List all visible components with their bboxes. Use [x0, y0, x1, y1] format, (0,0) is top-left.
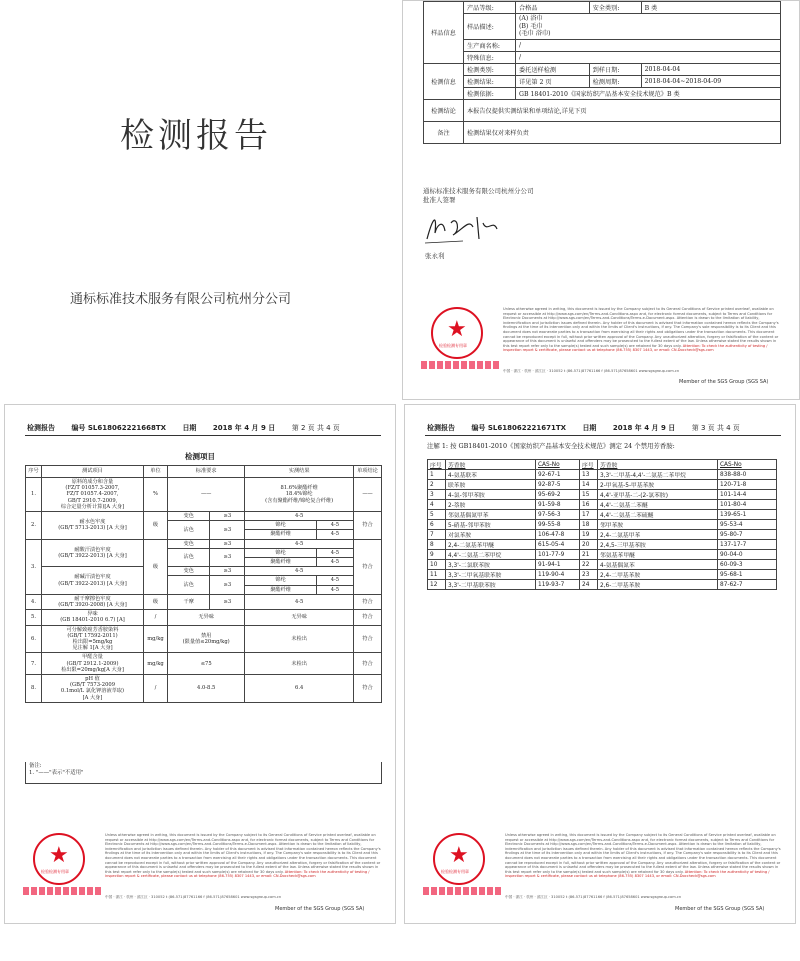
amine-name: 3,3'-二甲氧基联苯胺 [446, 570, 536, 580]
group-label: 检测信息 [424, 63, 464, 99]
field-value: 详见第 2 页 [516, 75, 590, 87]
cas-number: 139-65-1 [718, 510, 777, 520]
sign-org: 通标标准技术服务有限公司杭州分公司 [423, 187, 534, 195]
section-title: 检测项目 [185, 452, 215, 461]
unit: % [144, 478, 168, 512]
cas-number: 95-68-1 [718, 570, 777, 580]
table-row [428, 490, 777, 500]
row-number: 20 [580, 540, 598, 550]
field-value: GB 18401-2010《国家纺织产品基本安全技术规范》B 类 [516, 87, 781, 99]
sub-item: 沾色 [168, 521, 210, 539]
requirement: ≥3 [210, 594, 245, 609]
table-row [424, 99, 781, 121]
unit: 级 [144, 512, 168, 540]
result: 4-5 [316, 530, 353, 539]
table-row [26, 610, 382, 625]
cas-number: 119-90-4 [536, 570, 580, 580]
table-row [428, 550, 777, 560]
cas-number: 91-94-1 [536, 560, 580, 570]
field-key: 检测依据: [464, 87, 516, 99]
field-value: 2018-04-04~2018-04-09 [641, 75, 780, 87]
conclusion: 符合 [354, 512, 382, 540]
sign-block [423, 187, 534, 205]
fiber: 锦纶 [245, 521, 317, 530]
test-item: 异味 (GB 18401-2010 6.7) [A] [42, 610, 144, 625]
member-text: Member of the SGS Group (SGS SA) [679, 379, 769, 385]
row-number: 1. [26, 478, 42, 512]
cas-number: 101-14-4 [718, 490, 777, 500]
row-number: 16 [580, 500, 598, 510]
row-number: 8. [26, 675, 42, 703]
row-number: 6. [26, 625, 42, 653]
table-row [428, 510, 777, 520]
cas-number: 95-53-4 [718, 520, 777, 530]
date-label: 日期 [582, 424, 597, 432]
row-number: 9 [428, 550, 446, 560]
column-header: 测试项目 [42, 466, 144, 478]
row-number: 1 [428, 470, 446, 480]
table-row [428, 570, 777, 580]
signer-name: 张永利 [425, 252, 445, 260]
approver-label: 批准人签署 [423, 196, 456, 204]
table-row [428, 480, 777, 490]
info-table [423, 1, 781, 144]
conclusion: 符合 [354, 653, 382, 675]
cover-page [0, 0, 400, 400]
field-value: (A) 浴巾 (B) 毛巾 (毛巾 浴巾) [516, 14, 781, 40]
amine-name: 邻氨基苯甲醚 [598, 550, 718, 560]
result: 81.6%聚酯纤维 18.4%锦纶 (含有聚酯纤维/锦纶复合纤维) [245, 478, 354, 512]
table-row [424, 63, 781, 75]
test-item: pH 值 (GB/T 7573-2009 0.1mol/L 氯化钾溶液萃取) [A 大身] [42, 675, 144, 703]
row-number: 10 [428, 560, 446, 570]
unit: 级 [144, 539, 168, 594]
test-item: 甲醛含量 (GB/T 2912.1-2009) 检出限=20mg/kg[A 大身] [42, 653, 144, 675]
amine-list-page [404, 404, 796, 924]
result: 4-5 [245, 512, 354, 521]
row-number: 4 [428, 500, 446, 510]
footer-address: 中国 · 浙江 · 杭州 · 滨江区 · 310052 t (86-571)87761166 f (86-571)87658601 www.sgsgroup.com.cn [105, 895, 282, 899]
table-row [428, 520, 777, 530]
test-item: 耐碱汗渍色牢度 (GB/T 3922-2013) [A 大身] [42, 567, 144, 595]
row-number: 5 [428, 510, 446, 520]
row-number: 11 [428, 570, 446, 580]
result: 4-5 [316, 558, 353, 567]
amine-name: 邻甲苯胺 [598, 520, 718, 530]
table-row [428, 540, 777, 550]
row-number: 7 [428, 530, 446, 540]
cas-number: 119-93-7 [536, 580, 580, 590]
amine-name: 4-氨基联苯 [446, 470, 536, 480]
notes-text: 1. "——"表示"不适用" [29, 770, 84, 776]
result: 4-5 [245, 594, 354, 609]
seal-text: 检验检测专用章 [441, 869, 469, 874]
requirement: ≥3 [210, 539, 245, 548]
unit: / [144, 675, 168, 703]
cas-number: 92-67-1 [536, 470, 580, 480]
fiber: 聚酯纤维 [245, 585, 317, 594]
amine-name: 2,4-二甲基苯胺 [598, 570, 718, 580]
row-number: 3 [428, 490, 446, 500]
report-number: 编号 SL618062221671TX [471, 424, 566, 432]
field-key: 到样日期: [589, 63, 641, 75]
group-label: 检测结论 [424, 99, 464, 121]
amine-name: 3,3'-二氯联苯胺 [446, 560, 536, 570]
amine-name: 2,4-二氨基苯甲醚 [446, 540, 536, 550]
column-header: CAS-No [536, 460, 580, 470]
field-key: 安全类别: [589, 2, 641, 14]
amine-name: 联苯胺 [446, 480, 536, 490]
conclusion: 符合 [354, 675, 382, 703]
requirement: —— [168, 478, 245, 512]
result: 未检出 [245, 653, 354, 675]
field-value: 委托送样检测 [516, 63, 590, 75]
unit: 级 [144, 594, 168, 609]
info-page [402, 0, 800, 400]
field-value: 本报告仅提供实测结果和单项结论,详见下页 [464, 99, 781, 121]
header-divider [425, 435, 781, 436]
amine-name: 4,4'-亚甲基-二-(2-氯苯胺) [598, 490, 718, 500]
cas-number: 87-62-7 [718, 580, 777, 590]
requirement: ≥3 [210, 567, 245, 576]
row-number: 3. [26, 539, 42, 594]
table-row [424, 121, 781, 143]
cas-number: 97-56-3 [536, 510, 580, 520]
company-seal [431, 307, 483, 359]
company-seal [33, 833, 85, 885]
result: 无异味 [245, 610, 354, 625]
cas-number: 95-69-2 [536, 490, 580, 500]
fiber: 聚酯纤维 [245, 558, 317, 567]
amine-name: 2,4-二氨基甲苯 [598, 530, 718, 540]
amine-name: 邻氨基偶氮甲苯 [446, 510, 536, 520]
color-bar [423, 887, 503, 895]
amine-name: 对氯苯胺 [446, 530, 536, 540]
unit: / [144, 610, 168, 625]
conclusion: 符合 [354, 539, 382, 594]
field-key: 产品等级: [464, 2, 516, 14]
column-header: 实测结果 [245, 466, 354, 478]
report-date: 2018 年 4 月 9 日 [612, 424, 676, 432]
cas-number: 120-71-8 [718, 480, 777, 490]
amine-name: 3,3'-二甲基联苯胺 [446, 580, 536, 590]
table-row [424, 87, 781, 99]
conclusion: 符合 [354, 594, 382, 609]
field-key: 检测周期: [589, 75, 641, 87]
table-row [26, 594, 382, 609]
row-number: 2. [26, 512, 42, 540]
table-row [26, 478, 382, 512]
row-number: 14 [580, 480, 598, 490]
requirement: ≥3 [210, 512, 245, 521]
result: 4-5 [316, 548, 353, 557]
header-divider [25, 435, 381, 436]
column-header: 序号 [26, 466, 42, 478]
fiber: 锦纶 [245, 576, 317, 585]
cas-number: 92-87-5 [536, 480, 580, 490]
result: 4-5 [316, 521, 353, 530]
conclusion: —— [354, 478, 382, 512]
amine-table [427, 459, 777, 590]
signature-image [423, 209, 503, 247]
column-header: CAS-No [718, 460, 777, 470]
cover-title: 检测报告 [120, 116, 272, 156]
column-header: 芳香胺 [446, 460, 536, 470]
member-text: Member of the SGS Group (SGS SA) [275, 906, 365, 912]
field-key: 检测结果: [464, 75, 516, 87]
field-key: 生产商名称: [464, 39, 516, 51]
table-row [428, 470, 777, 480]
requirement: ≥3 [210, 548, 245, 566]
result: 4-5 [316, 585, 353, 594]
result: 6.4 [245, 675, 354, 703]
column-header: 序号 [580, 460, 598, 470]
field-value: / [516, 51, 781, 63]
row-number: 23 [580, 570, 598, 580]
star-icon: ★ [49, 843, 69, 868]
cas-number: 101-80-4 [718, 500, 777, 510]
test-item: 耐酸汗渍色牢度 (GB/T 3922-2013) [A 大身] [42, 539, 144, 567]
table-row [424, 2, 781, 14]
table-row [424, 75, 781, 87]
cas-number: 101-77-9 [536, 550, 580, 560]
result: 4-5 [316, 576, 353, 585]
member-text: Member of the SGS Group (SGS SA) [675, 906, 765, 912]
row-number: 22 [580, 560, 598, 570]
sub-item: 变色 [168, 567, 210, 576]
fiber: 锦纶 [245, 548, 317, 557]
cas-number: 838-88-0 [718, 470, 777, 480]
row-number: 15 [580, 490, 598, 500]
table-row [428, 500, 777, 510]
row-number: 7. [26, 653, 42, 675]
table-header-row [428, 460, 777, 470]
cover-org: 通标标准技术服务有限公司杭州分公司 [70, 292, 292, 307]
cas-number: 91-59-8 [536, 500, 580, 510]
date-label: 日期 [182, 424, 197, 432]
field-value: 合格品 [516, 2, 590, 14]
table-row [424, 14, 781, 40]
row-number: 12 [428, 580, 446, 590]
disclaimer-text: Unless otherwise agreed in writing, this document is issued by the Company subject to its General Conditions of Service printed overleaf, available on request or accessible at http://www.sgs.com/en/Terms-and-Conditions.aspx and, for electronic format documents, subject to Terms and Conditions for Electronic Documents at http://www.sgs.com/en/Terms-and-Conditions/Terms-e-Document.aspx. Attention is drawn to the limitation of liability, indemnification and jurisdiction issues defined therein. Any holder of this document is advised that information contained hereon reflects the Company's findings at the time of its intervention only and within the limits of Client's instructions, if any. The Company's sole responsibility is to its Client and this document does not exonerate parties to a transaction from exercising all their rights and obligations under the transaction documents. This document cannot be reproduced except in full, without prior written approval of the Company. Any unauthorized alteration, forgery or falsification of the content or appearance of this document is unlawful and offenders may be prosecuted to the fullest extent of the law. Unless otherwise stated the results shown in this test report refer only to the sample(s) tested and such sample(s) are retained for 30 days only. Attention: To check the authenticity of testing / inspection report & certificate, please contact us at telephone (86-755) 8307 1443, or email: CN.Doccheck@sgs.com [105, 833, 381, 879]
annotation-note: 注解 1: 按 GB18401-2010《国家纺织产品基本安全技术规范》测定 24 个禁用芳香胺: [427, 442, 675, 450]
amine-name: 4-氯-邻甲苯胺 [446, 490, 536, 500]
sub-item: 沾色 [168, 548, 210, 566]
test-item: 耐干摩擦色牢度 (GB/T 3920-2008) [A 大身] [42, 594, 144, 609]
amine-name: 3,3'-二甲基-4,4'-二氨基二苯甲烷 [598, 470, 718, 480]
row-number: 24 [580, 580, 598, 590]
row-number: 13 [580, 470, 598, 480]
result: 4-5 [245, 567, 354, 576]
star-icon: ★ [447, 317, 467, 342]
table-row [26, 675, 382, 703]
field-value: / [516, 39, 781, 51]
sub-item: 干摩 [168, 594, 210, 609]
row-number: 6 [428, 520, 446, 530]
notes-label: 备注: [29, 763, 42, 769]
table-row [428, 560, 777, 570]
field-key: 特殊信息: [464, 51, 516, 63]
field-value: 检测结果仅对来样负责 [464, 121, 781, 143]
field-value: 2018-04-04 [641, 63, 780, 75]
amine-name: 2,6-二甲基苯胺 [598, 580, 718, 590]
requirement: ≥3 [210, 576, 245, 594]
unit: mg/kg [144, 625, 168, 653]
table-header-row [26, 466, 382, 478]
sub-item: 变色 [168, 512, 210, 521]
report-header [427, 423, 754, 433]
conclusion: 符合 [354, 610, 382, 625]
header-title: 检测报告 [27, 424, 55, 432]
page-number: 第 2 页 共 4 页 [291, 424, 340, 432]
report-date: 2018 年 4 月 9 日 [212, 424, 276, 432]
cas-number: 90-04-0 [718, 550, 777, 560]
color-bar [23, 887, 103, 895]
footer-address: 中国 · 浙江 · 杭州 · 滨江区 · 310052 t (86-571)87761166 f (86-571)87658601 www.sgsgroup.com.cn [503, 369, 680, 373]
requirement: ≥3 [210, 521, 245, 539]
table-row [26, 539, 382, 548]
row-number: 18 [580, 520, 598, 530]
amine-name: 4-氨基偶氮苯 [598, 560, 718, 570]
cas-number: 137-17-7 [718, 540, 777, 550]
amine-name: 4,4'-二氨基二苯硫醚 [598, 510, 718, 520]
table-row [428, 530, 777, 540]
test-item: 可分解致癌芳香胺染料 (GB/T 17592-2011) 检出限=5mg/kg 见注解 1[A 大身] [42, 625, 144, 653]
amine-name: 4,4'-二氨基二苯醚 [598, 500, 718, 510]
column-header: 标准要求 [168, 466, 245, 478]
unit: mg/kg [144, 653, 168, 675]
field-value: B 类 [641, 2, 780, 14]
conclusion: 符合 [354, 625, 382, 653]
seal-text: 检验检测专用章 [439, 343, 467, 348]
report-number: 编号 SL618062221668TX [71, 424, 166, 432]
color-bar [421, 361, 501, 369]
test-items-page [4, 404, 396, 924]
group-label: 备注 [424, 121, 464, 143]
field-key: 检测类别: [464, 63, 516, 75]
footer-address: 中国 · 浙江 · 杭州 · 滨江区 · 310052 t (86-571)87761166 f (86-571)87658601 www.sgsgroup.com.cn [505, 895, 682, 899]
column-header: 序号 [428, 460, 446, 470]
cas-number: 60-09-3 [718, 560, 777, 570]
cas-number: 615-05-4 [536, 540, 580, 550]
requirement: 4.0-8.5 [168, 675, 245, 703]
seal-text: 检验检测专用章 [41, 869, 69, 874]
cas-number: 106-47-8 [536, 530, 580, 540]
table-row [428, 580, 777, 590]
table-row [424, 51, 781, 63]
column-header: 芳香胺 [598, 460, 718, 470]
row-number: 21 [580, 550, 598, 560]
amine-name: 4,4'-二氨基二苯甲烷 [446, 550, 536, 560]
table-row [424, 39, 781, 51]
row-number: 8 [428, 540, 446, 550]
column-header: 单位 [144, 466, 168, 478]
table-row [26, 512, 382, 521]
sub-item: 沾色 [168, 576, 210, 594]
notes-box [25, 762, 382, 784]
amine-name: 2,4,5-三甲基苯胺 [598, 540, 718, 550]
cas-number: 99-55-8 [536, 520, 580, 530]
test-item: 耐水色牢度 (GB/T 5713-2013) [A 大身] [42, 512, 144, 540]
table-row [26, 567, 382, 576]
requirement: 禁用 (限量值≤20mg/kg) [168, 625, 245, 653]
table-row [26, 653, 382, 675]
amine-name: 5-硝基-邻甲苯胺 [446, 520, 536, 530]
row-number: 17 [580, 510, 598, 520]
cas-number: 95-80-7 [718, 530, 777, 540]
test-item: 原料的成分和含量 (FZ/T 01057.3-2007, FZ/T 01057.4-2007, GB/T 2910.7-2009, 综合定量分析计算)[A 大身] [42, 478, 144, 512]
field-key: 样品描述: [464, 14, 516, 40]
row-number: 2 [428, 480, 446, 490]
amine-name: 2-甲氧基-5-甲基苯胺 [598, 480, 718, 490]
test-table [25, 465, 382, 703]
company-seal [433, 833, 485, 885]
result: 4-5 [245, 539, 354, 548]
disclaimer-text: Unless otherwise agreed in writing, this document is issued by the Company subject to its General Conditions of Service printed overleaf, available on request or accessible at http://www.sgs.com/en/Terms-and-Conditions.aspx and, for electronic format documents, subject to Terms and Conditions for Electronic Documents at http://www.sgs.com/en/Terms-and-Conditions/Terms-e-Document.aspx. Attention is drawn to the limitation of liability, indemnification and jurisdiction issues defined therein. Any holder of this document is advised that information contained hereon reflects the Company's findings at the time of its intervention only and within the limits of Client's instructions, if any. The Company's sole responsibility is to its Client and this document does not exonerate parties to a transaction from exercising all their rights and obligations under the transaction documents. This document cannot be reproduced except in full, without prior written approval of the Company. Any unauthorized alteration, forgery or falsification of the content or appearance of this document is unlawful and offenders may be prosecuted to the fullest extent of the law. Unless otherwise stated the results shown in this test report refer only to the sample(s) tested and such sample(s) are retained for 30 days only. Attention: To check the authenticity of testing / inspection report & certificate, please contact us at telephone (86-755) 8307 1443, or email: CN.Doccheck@sgs.com [505, 833, 781, 879]
disclaimer-text: Unless otherwise agreed in writing, this document is issued by the Company subject to its General Conditions of Service printed overleaf, available on request or accessible at http://www.sgs.com/en/Terms-and-Conditions.aspx and, for electronic format documents, subject to Terms and Conditions for Electronic Documents at http://www.sgs.com/en/Terms-and-Conditions/Terms-e-Document.aspx. Attention is drawn to the limitation of liability, indemnification and jurisdiction issues defined therein. Any holder of this document is advised that information contained hereon reflects the Company's findings at the time of its intervention only and within the limits of Client's instructions, if any. The Company's sole responsibility is to its Client and this document does not exonerate parties to a transaction from exercising all their rights and obligations under the transaction documents. This document cannot be reproduced except in full, without prior written approval of the Company. Any unauthorized alteration, forgery or falsification of the content or appearance of this document is unlawful and offenders may be prosecuted to the fullest extent of the law. Unless otherwise stated the results shown in this test report refer only to the sample(s) tested and such sample(s) are retained for 30 days only. Attention: To check the authenticity of testing / inspection report & certificate, please contact us at telephone (86-755) 8307 1443, or email: CN.Doccheck@sgs.com [503, 307, 779, 353]
row-number: 4. [26, 594, 42, 609]
requirement: ≤75 [168, 653, 245, 675]
amine-name: 2-萘胺 [446, 500, 536, 510]
sub-item: 变色 [168, 539, 210, 548]
requirement: 无异味 [168, 610, 245, 625]
group-label: 样品信息 [424, 2, 464, 64]
page-number: 第 3 页 共 4 页 [691, 424, 740, 432]
fiber: 聚酯纤维 [245, 530, 317, 539]
result: 未检出 [245, 625, 354, 653]
row-number: 19 [580, 530, 598, 540]
table-row [26, 625, 382, 653]
row-number: 5. [26, 610, 42, 625]
star-icon: ★ [449, 843, 469, 868]
column-header: 单项结论 [354, 466, 382, 478]
report-header [27, 423, 354, 433]
header-title: 检测报告 [427, 424, 455, 432]
